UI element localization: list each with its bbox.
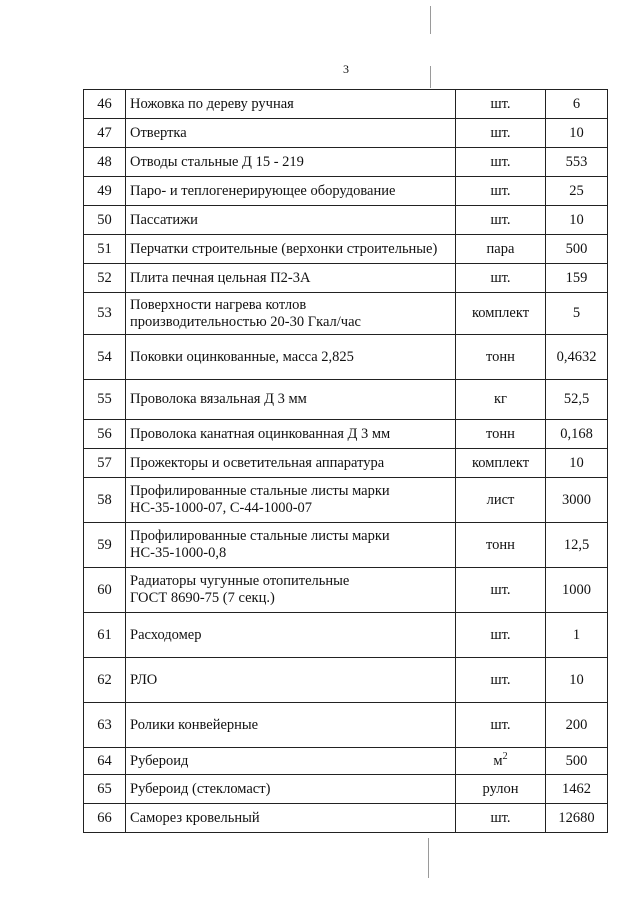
item-quantity: 10 xyxy=(546,449,608,478)
table-row xyxy=(84,804,608,833)
item-unit xyxy=(456,119,546,148)
table-row xyxy=(84,613,608,658)
item-unit xyxy=(456,177,546,206)
item-quantity: 200 xyxy=(546,703,608,748)
table-row xyxy=(84,449,608,478)
item-name: РЛО xyxy=(126,658,456,703)
table-row xyxy=(84,420,608,449)
scan-mark xyxy=(430,6,431,34)
row-number: 57 xyxy=(84,449,126,478)
row-number: 51 xyxy=(84,235,126,264)
item-unit-text: м xyxy=(493,752,503,769)
items-table-body xyxy=(84,90,608,833)
item-unit-text: шт. xyxy=(490,95,511,112)
item-name-line: производительностью 20-30 Гкал/час xyxy=(130,313,361,330)
item-unit xyxy=(456,293,546,335)
row-number: 64 xyxy=(84,748,126,775)
item-unit-text: тонн xyxy=(486,536,515,553)
item-unit xyxy=(456,568,546,613)
scan-mark xyxy=(430,66,431,88)
item-name xyxy=(126,568,456,613)
item-quantity: 12,5 xyxy=(546,523,608,568)
item-unit xyxy=(456,478,546,523)
item-quantity: 10 xyxy=(546,119,608,148)
item-name: Отводы стальные Д 15 - 219 xyxy=(126,148,456,177)
item-name xyxy=(126,478,456,523)
item-name: Плита печная цельная П2-3А xyxy=(126,264,456,293)
item-name: Поковки оцинкованные, масса 2,825 xyxy=(126,335,456,380)
page-number: 3 xyxy=(343,62,349,76)
table-row xyxy=(84,775,608,804)
item-unit xyxy=(456,613,546,658)
item-quantity: 3000 xyxy=(546,478,608,523)
table-row xyxy=(84,148,608,177)
item-quantity: 10 xyxy=(546,206,608,235)
item-unit xyxy=(456,420,546,449)
item-quantity: 0,4632 xyxy=(546,335,608,380)
item-name: Ножовка по дереву ручная xyxy=(126,90,456,119)
item-quantity: 553 xyxy=(546,148,608,177)
item-name-line: Радиаторы чугунные отопительные xyxy=(130,573,350,589)
table-row xyxy=(84,748,608,775)
item-name: Расходомер xyxy=(126,613,456,658)
item-unit xyxy=(456,658,546,703)
item-name-line: Профилированные стальные листы марки xyxy=(130,528,390,544)
item-quantity: 500 xyxy=(546,235,608,264)
row-number: 65 xyxy=(84,775,126,804)
item-quantity: 1462 xyxy=(546,775,608,804)
item-unit xyxy=(456,206,546,235)
item-unit-text: шт. xyxy=(490,211,511,228)
item-name: Прожекторы и осветительная аппаратура xyxy=(126,449,456,478)
item-name-line: Поверхности нагрева котлов xyxy=(130,296,307,313)
row-number: 49 xyxy=(84,177,126,206)
item-unit xyxy=(456,449,546,478)
item-name: Паро- и теплогенерирующее оборудование xyxy=(126,177,456,206)
item-name: Отвертка xyxy=(126,119,456,148)
item-quantity: 1000 xyxy=(546,568,608,613)
item-unit-text: шт. xyxy=(490,124,511,141)
table-row xyxy=(84,206,608,235)
item-name-line: ГОСТ 8690-75 (7 секц.) xyxy=(130,590,275,606)
row-number: 54 xyxy=(84,335,126,380)
table-row xyxy=(84,658,608,703)
item-name-line: НС-35-1000-0,8 xyxy=(130,545,227,561)
item-unit-text: шт. xyxy=(490,626,511,643)
table-row xyxy=(84,335,608,380)
item-quantity: 6 xyxy=(546,90,608,119)
item-unit-text: пара xyxy=(486,240,515,257)
item-name-line: Профилированные стальные листы марки xyxy=(130,483,390,499)
scan-mark xyxy=(428,838,429,878)
item-quantity: 1 xyxy=(546,613,608,658)
item-name xyxy=(126,293,456,335)
item-unit xyxy=(456,804,546,833)
table-row xyxy=(84,568,608,613)
row-number: 55 xyxy=(84,380,126,420)
row-number: 56 xyxy=(84,420,126,449)
item-unit-text: комплект xyxy=(471,305,530,321)
item-unit-text: шт. xyxy=(490,581,511,598)
item-quantity: 0,168 xyxy=(546,420,608,449)
item-unit xyxy=(456,748,546,775)
item-unit-text: кг xyxy=(494,391,507,407)
item-name: Рубероид xyxy=(126,748,456,775)
item-unit-text: комплект xyxy=(471,454,530,471)
item-unit-text: шт. xyxy=(490,809,511,826)
row-number: 46 xyxy=(84,90,126,119)
row-number: 58 xyxy=(84,478,126,523)
item-name: Рубероид (стекломаст) xyxy=(126,775,456,804)
item-name: Проволока канатная оцинкованная Д 3 мм xyxy=(126,420,456,449)
item-unit xyxy=(456,148,546,177)
item-quantity: 10 xyxy=(546,658,608,703)
item-name xyxy=(126,523,456,568)
item-unit-text: шт. xyxy=(490,182,511,199)
table-row xyxy=(84,703,608,748)
item-quantity: 159 xyxy=(546,264,608,293)
row-number: 61 xyxy=(84,613,126,658)
item-unit xyxy=(456,90,546,119)
items-table xyxy=(83,89,608,833)
row-number: 50 xyxy=(84,206,126,235)
item-quantity: 500 xyxy=(546,748,608,775)
item-name-line: НС-35-1000-07, С-44-1000-07 xyxy=(130,500,313,516)
item-unit-text: шт. xyxy=(490,269,511,286)
table-row xyxy=(84,478,608,523)
row-number: 66 xyxy=(84,804,126,833)
item-name: Проволока вязальная Д 3 мм xyxy=(126,380,456,420)
table-row xyxy=(84,119,608,148)
row-number: 63 xyxy=(84,703,126,748)
row-number: 62 xyxy=(84,658,126,703)
item-unit-text: шт. xyxy=(490,153,511,170)
table-row xyxy=(84,177,608,206)
table-row xyxy=(84,380,608,420)
table-row xyxy=(84,235,608,264)
item-name: Пассатижи xyxy=(126,206,456,235)
item-quantity: 25 xyxy=(546,177,608,206)
item-unit xyxy=(456,235,546,264)
item-unit xyxy=(456,264,546,293)
table-row xyxy=(84,264,608,293)
item-unit-text: шт. xyxy=(490,716,511,733)
item-unit xyxy=(456,775,546,804)
item-name: Ролики конвейерные xyxy=(126,703,456,748)
table-row xyxy=(84,90,608,119)
item-unit-text: лист xyxy=(486,491,515,508)
item-name: Перчатки строительные (верхонки строительные) xyxy=(126,235,456,264)
row-number: 60 xyxy=(84,568,126,613)
item-unit-text: тонн xyxy=(486,425,515,442)
row-number: 48 xyxy=(84,148,126,177)
row-number: 59 xyxy=(84,523,126,568)
row-number: 47 xyxy=(84,119,126,148)
item-name: Саморез кровельный xyxy=(126,804,456,833)
row-number: 53 xyxy=(84,293,126,335)
item-unit-text: шт. xyxy=(490,671,511,688)
item-quantity: 5 xyxy=(546,293,608,335)
item-quantity: 52,5 xyxy=(546,380,608,420)
table-row xyxy=(84,523,608,568)
item-unit xyxy=(456,703,546,748)
item-quantity: 12680 xyxy=(546,804,608,833)
row-number: 52 xyxy=(84,264,126,293)
table-row xyxy=(84,293,608,335)
item-unit-text: тонн xyxy=(486,348,515,365)
item-unit xyxy=(456,523,546,568)
item-unit-superscript: 2 xyxy=(502,750,508,762)
item-unit xyxy=(456,380,546,420)
item-unit xyxy=(456,335,546,380)
item-unit-text: рулон xyxy=(482,780,519,797)
